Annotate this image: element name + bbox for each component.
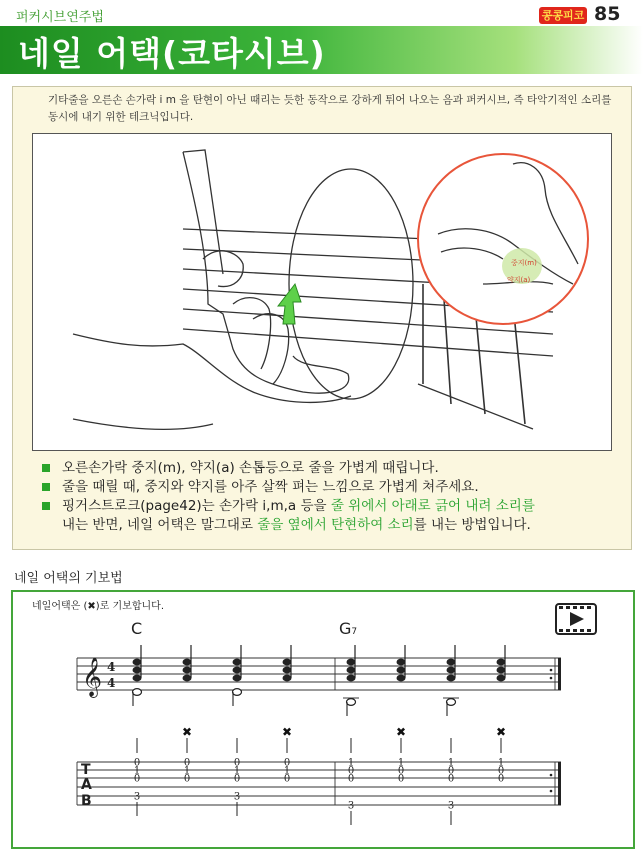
tab-fret-number: 0 [347, 765, 355, 777]
tab-beats [134, 725, 506, 825]
notehead [233, 659, 242, 666]
tab-bass-number: 3 [233, 791, 241, 803]
tab-letter-t: T [81, 762, 91, 778]
tab-fret-number: 0 [497, 773, 505, 785]
x-mark-icon: ✖ [281, 725, 293, 739]
notehead [233, 667, 242, 674]
notehead [347, 675, 356, 682]
tab-letter-a: A [81, 777, 92, 793]
tab-fret-number: 0 [397, 773, 405, 785]
tab-fret-number: 0 [233, 757, 241, 769]
tab-final-barline [558, 762, 561, 805]
half-notehead [447, 699, 456, 706]
final-barline [558, 658, 561, 690]
tab-fret-number: 1 [183, 765, 191, 777]
notehead [283, 659, 292, 666]
notehead [283, 667, 292, 674]
x-mark-icon: ✖ [495, 725, 507, 739]
notation-section-title: 네일 어택의 기보법 [14, 571, 123, 586]
tab-fret-number: 1 [283, 765, 291, 777]
tab-fret-number: 0 [347, 773, 355, 785]
notehead [397, 675, 406, 682]
tab-lines [77, 762, 561, 805]
tab-fret-number: 0 [283, 757, 291, 769]
notehead [447, 667, 456, 674]
section-label: 퍼커시브연주법 [16, 10, 104, 25]
tab-fret-number: 0 [133, 773, 141, 785]
chord-name-2: G7 [339, 619, 358, 638]
finger-label-ring: 약지(a) [507, 276, 531, 284]
tab-bass-number: 3 [447, 800, 455, 812]
notehead [183, 667, 192, 674]
tab-fret-number: 0 [497, 765, 505, 777]
notehead [397, 659, 406, 666]
half-notehead [133, 689, 142, 696]
repeat-dot [550, 677, 553, 680]
tab-repeat-dot [550, 774, 553, 777]
notehead [497, 659, 506, 666]
tab-fret-number: 0 [447, 773, 455, 785]
finger-label-middle: 중지(m) [511, 259, 537, 267]
tab-repeat-dot [550, 790, 553, 793]
intro-text: 기타줄을 오른손 손가락 i m 을 탄현이 아닌 때리는 듯한 동작으로 강하게 튀어 나오는 음과 퍼커시브, 즉 타악기적인 소리를 동시에 내기 위한 테크닉입니다. [48, 94, 612, 123]
treble-clef-icon: 𝄞 [82, 657, 103, 697]
notehead [497, 667, 506, 674]
bullet-continuation: 내는 반면, 네일 어택은 말그대로 줄을 옆에서 탄현하여 소리를 내는 방법입니다. [62, 517, 531, 533]
tab-fret-number: 0 [183, 773, 191, 785]
tab-fret-number: 0 [233, 773, 241, 785]
x-mark-icon: ✖ [181, 725, 193, 739]
notehead [347, 659, 356, 666]
chord-name-1: C [131, 619, 143, 638]
tab-fret-number: 1 [447, 757, 455, 769]
notehead [183, 675, 192, 682]
tab-letter-b: B [81, 793, 92, 809]
notehead [447, 675, 456, 682]
time-sig-top: 4 [107, 660, 116, 674]
bullet-item: 줄을 때릴 때, 중지와 약지를 아주 살짝 펴는 느낌으로 가볍게 쳐주세요. [42, 478, 627, 497]
page-title: 네일 어택(코타시브) [18, 34, 326, 73]
tab-fret-number: 0 [133, 757, 141, 769]
tab-fret-number: 1 [133, 765, 141, 777]
notehead [133, 675, 142, 682]
notehead [283, 675, 292, 682]
notation-caption: 네일어택은 (✖)로 기보합니다. [32, 601, 164, 612]
notehead [497, 675, 506, 682]
tab-fret-number: 0 [183, 757, 191, 769]
x-mark-icon: ✖ [395, 725, 407, 739]
notehead [347, 667, 356, 674]
time-sig-bottom: 4 [107, 676, 116, 690]
notehead [133, 659, 142, 666]
notehead [183, 659, 192, 666]
bullet-item: 오른손가락 중지(m), 약지(a) 손톱등으로 줄을 가볍게 때립니다. [42, 459, 627, 478]
tab-fret-number: 0 [447, 765, 455, 777]
tab-bass-number: 3 [133, 791, 141, 803]
brand-logo: 콩콩피코 [539, 7, 587, 24]
staff-lines [77, 658, 561, 690]
x-mark-icon: ✖ [87, 601, 96, 612]
notehead [233, 675, 242, 682]
repeat-dot [550, 669, 553, 672]
notehead [447, 659, 456, 666]
page-number: 85 [594, 3, 621, 25]
tab-fret-number: 1 [497, 757, 505, 769]
tab-fret-number: 1 [233, 765, 241, 777]
half-notehead [347, 699, 356, 706]
tab-bass-number: 3 [347, 800, 355, 812]
tab-fret-number: 1 [347, 757, 355, 769]
tab-fret-number: 1 [397, 757, 405, 769]
notehead [133, 667, 142, 674]
tab-fret-number: 0 [283, 773, 291, 785]
half-notehead [233, 689, 242, 696]
note-group [133, 645, 506, 716]
tab-fret-number: 0 [397, 765, 405, 777]
notehead [397, 667, 406, 674]
bullet-item: 핑거스트로크(page42)는 손가락 i,m,a 등을 줄 위에서 아래로 긁어 내려 소리를 [42, 497, 627, 516]
